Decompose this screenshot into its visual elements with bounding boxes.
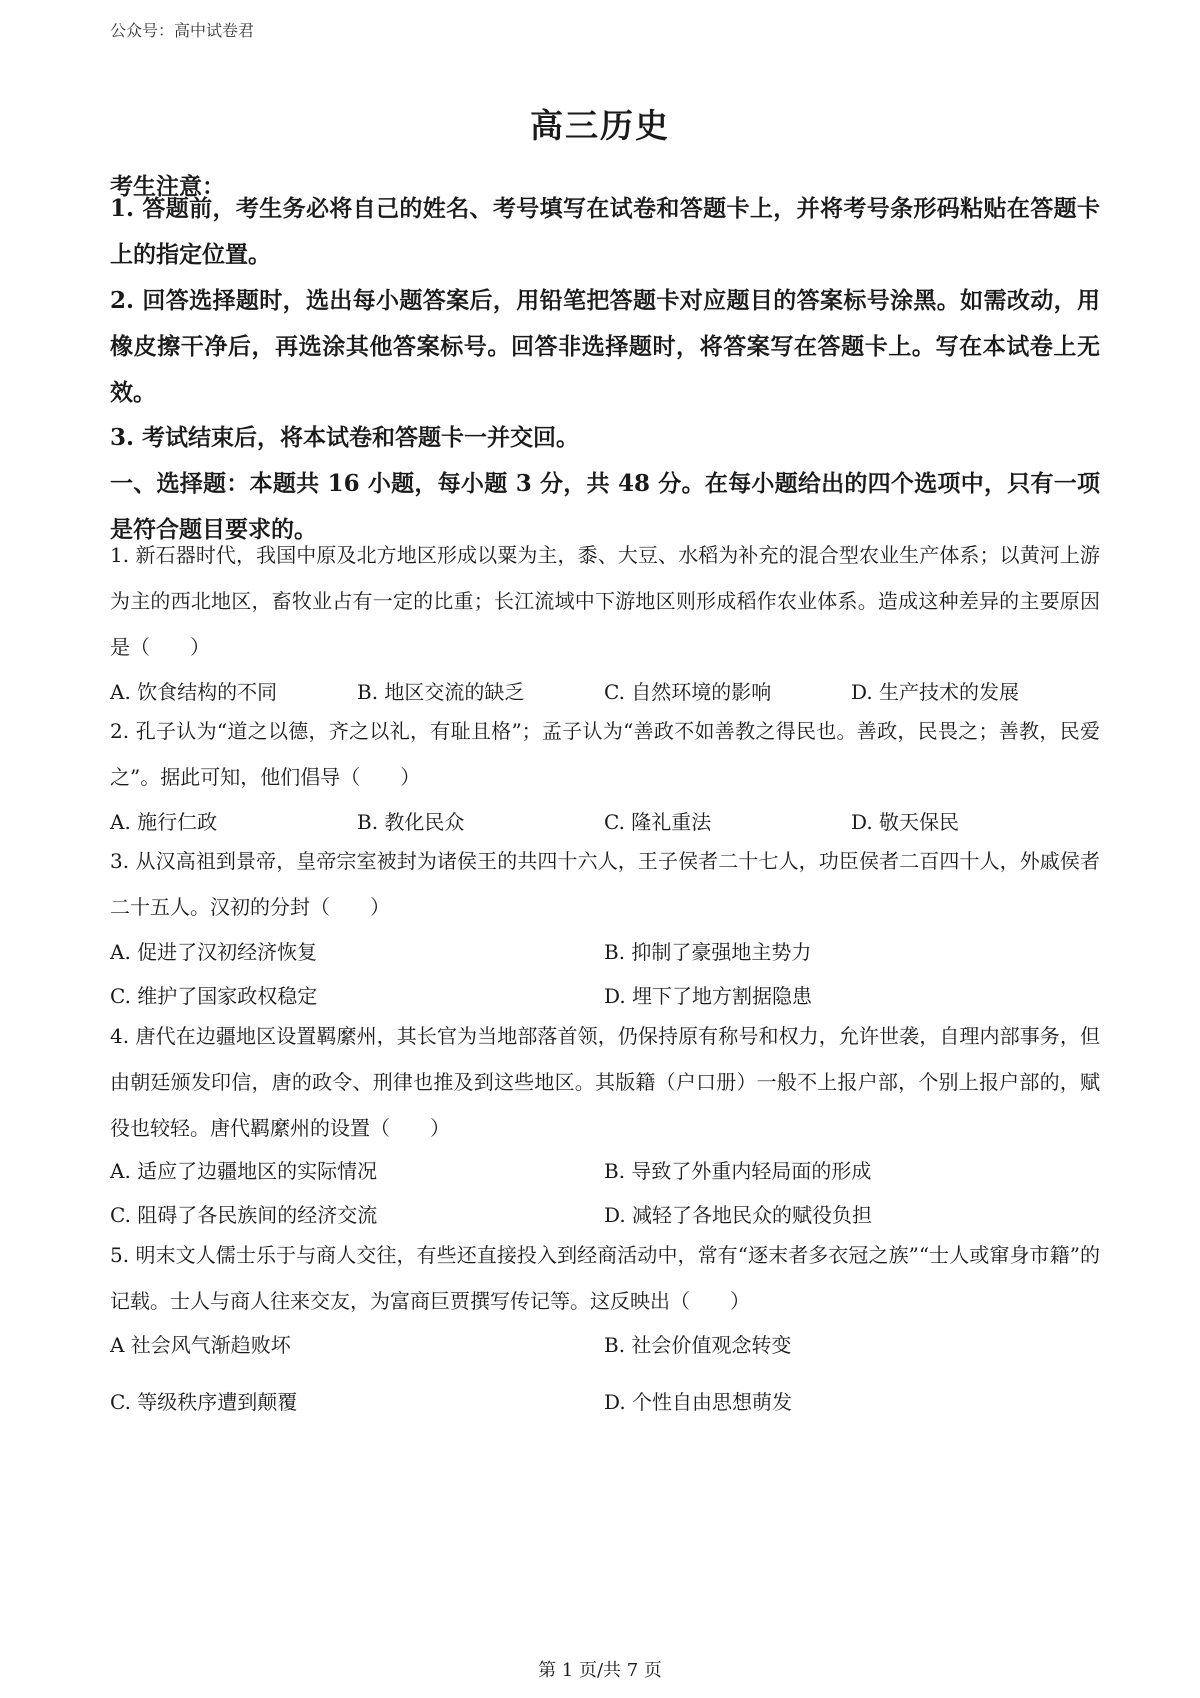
question-4-option-a: A. 适应了边疆地区的实际情况 xyxy=(110,1159,378,1183)
question-2-option-c: C. 隆礼重法 xyxy=(604,810,712,834)
header-note: 公众号：高中试卷君 xyxy=(110,21,255,40)
question-5-option-a: A 社会风气渐趋败坏 xyxy=(110,1333,291,1357)
notice-item-1: 1. 答题前，考生务必将自己的姓名、考号填写在试卷和答题卡上，并将考号条形码粘贴在答题卡上的指定位置。 xyxy=(110,195,1100,268)
question-2-stem: 2. 孔子认为“道之以德，齐之以礼，有耻且格”；孟子认为“善政不如善教之得民也。善政，民畏之；善教，民爱之”。据此可知，他们倡导（ ） xyxy=(110,719,1100,789)
question-1-option-b: B. 地区交流的缺乏 xyxy=(357,680,525,704)
question-3-stem: 3. 从汉高祖到景帝，皇帝宗室被封为诸侯王的共四十六人，王子侯者二十七人，功臣侯者二百四十人，外戚侯者二十五人。汉初的分封（ ） xyxy=(110,849,1100,919)
question-5-option-c: C. 等级秩序遭到颠覆 xyxy=(110,1390,298,1414)
question-5-option-d: D. 个性自由思想萌发 xyxy=(604,1390,793,1414)
question-3-option-c: C. 维护了国家政权稳定 xyxy=(110,984,318,1008)
question-3-option-d: D. 埋下了地方割据隐患 xyxy=(604,984,813,1008)
section-heading: 一、选择题：本题共 16 小题，每小题 3 分，共 48 分。在每小题给出的四个选项中，只有一项是符合题目要求的。 xyxy=(110,470,1100,543)
question-1-stem: 1. 新石器时代，我国中原及北方地区形成以粟为主，黍、大豆、水稻为补充的混合型农业生产体系；以黄河上游为主的西北地区，畜牧业占有一定的比重；长江流域中下游地区则形成稻作农业体系。造成这种差异的主要原因是（ ） xyxy=(110,543,1100,659)
notice-item-3: 3. 考试结束后，将本试卷和答题卡一并交回。 xyxy=(110,424,580,451)
question-2-option-a: A. 施行仁政 xyxy=(110,810,218,834)
question-4-stem: 4. 唐代在边疆地区设置羁縻州，其长官为当地部落首领，仍保持原有称号和权力，允许世袭，自理内部事务，但由朝廷颁发印信，唐的政令、刑律也推及到这些地区。其版籍（户口册）一般不上报户部，个别上报户部的，赋役也较轻。唐代羁縻州的设置（ ） xyxy=(110,1024,1100,1140)
question-2-option-d: D. 敬天保民 xyxy=(851,810,960,834)
question-5-option-b: B. 社会价值观念转变 xyxy=(604,1333,792,1357)
question-3-option-b: B. 抑制了豪强地主势力 xyxy=(604,940,812,964)
page-title: 高三历史 xyxy=(530,106,670,145)
question-4-option-c: C. 阻碍了各民族间的经济交流 xyxy=(110,1203,378,1227)
notice-item-2: 2. 回答选择题时，选出每小题答案后，用铅笔把答题卡对应题目的答案标号涂黑。如需改动，用橡皮擦干净后，再选涂其他答案标号。回答非选择题时，将答案写在答题卡上。写在本试卷上无效。 xyxy=(110,287,1100,406)
question-3-option-a: A. 促进了汉初经济恢复 xyxy=(110,940,318,964)
question-4-option-d: D. 减轻了各地民众的赋役负担 xyxy=(604,1203,873,1227)
question-5-stem: 5. 明末文人儒士乐于与商人交往，有些还直接投入到经商活动中，常有“逐末者多衣冠之族”“士人或窜身市籍”的记载。士人与商人往来交友，为富商巨贾撰写传记等。这反映出（ ） xyxy=(110,1243,1100,1313)
question-1-option-d: D. 生产技术的发展 xyxy=(851,680,1020,704)
page-footer: 第 1 页/共 7 页 xyxy=(538,1660,662,1681)
question-1-option-a: A. 饮食结构的不同 xyxy=(110,680,278,704)
question-1-option-c: C. 自然环境的影响 xyxy=(604,680,772,704)
question-2-option-b: B. 教化民众 xyxy=(357,810,465,834)
question-4-option-b: B. 导致了外重内轻局面的形成 xyxy=(604,1159,872,1183)
notice-heading: 考生注意： xyxy=(110,173,225,200)
